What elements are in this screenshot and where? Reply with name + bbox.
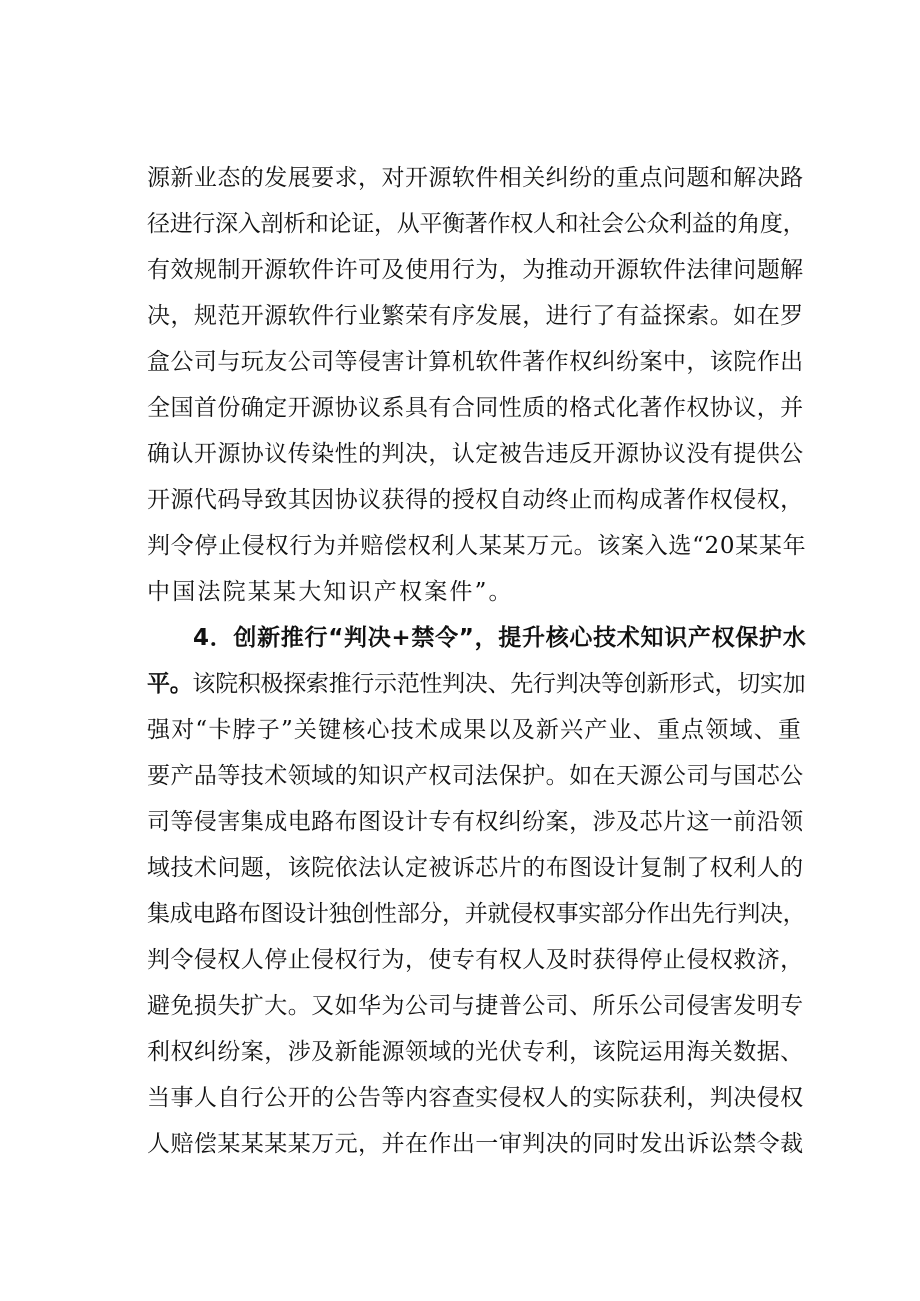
text-line: 避免损失扩大。又如华为公司与捷普公司、所乐公司侵害发明专 xyxy=(147,993,804,1019)
text-line: 径进行深入剖析和论证，从平衡著作权人和社会公众利益的角度， xyxy=(147,211,806,237)
document-body xyxy=(147,155,807,1167)
text-line: 集成电路布图设计独创性部分，并就侵权事实部分作出先行判决， xyxy=(147,901,806,927)
section-heading-end: 平。 xyxy=(147,671,193,697)
text-line: 全国首份确定开源协议系具有合同性质的格式化著作权协议，并 xyxy=(147,395,804,421)
text-line: 盒公司与玩友公司等侵害计算机软件著作权纠纷案中，该院作出 xyxy=(147,349,804,375)
text-line xyxy=(147,661,807,707)
text-line: 当事人自行公开的公告等内容查实侵权人的实际获利，判决侵权 xyxy=(147,1085,804,1111)
text-line: 人赔偿某某某某万元，并在作出一审判决的同时发出诉讼禁令裁 xyxy=(147,1131,804,1157)
text-run: 该院积极探索推行示范性判决、先行判决等创新形式，切实加 xyxy=(192,671,806,697)
section-heading: 4．创新推行“判决+禁令”，提升核心技术知识产权保护水 xyxy=(193,625,807,651)
text-line: 利权纠纷案，涉及新能源领域的光伏专利，该院运用海关数据、 xyxy=(147,1039,804,1065)
text-line: 司等侵害集成电路布图设计专有权纠纷案，涉及芯片这一前沿领 xyxy=(147,809,804,835)
paragraph-open-source xyxy=(147,155,807,615)
text-line: 域技术问题，该院依法认定被诉芯片的布图设计复制了权利人的 xyxy=(147,855,804,881)
text-line: 确认开源协议传染性的判决，认定被告违反开源协议没有提供公 xyxy=(147,441,804,467)
text-line: 强对“卡脖子”关键核心技术成果以及新兴产业、重点领域、重 xyxy=(147,717,803,743)
text-line: 决，规范开源软件行业繁荣有序发展，进行了有益探索。如在罗 xyxy=(147,303,804,329)
text-line: 判令停止侵权行为并赔偿权利人某某万元。该案入选“20某某年 xyxy=(147,533,807,559)
text-line: 中国法院某某大知识产权案件”。 xyxy=(147,579,514,605)
text-line: 要产品等技术领域的知识产权司法保护。如在天源公司与国芯公 xyxy=(147,763,804,789)
text-line: 开源代码导致其因协议获得的授权自动终止而构成著作权侵权， xyxy=(147,487,804,513)
text-line: 有效规制开源软件许可及使用行为，为推动开源软件法律问题解 xyxy=(147,257,804,283)
text-line: 源新业态的发展要求，对开源软件相关纠纷的重点问题和解决路 xyxy=(147,165,804,191)
paragraph-section-4 xyxy=(147,615,807,1167)
text-line: 判令侵权人停止侵权行为，使专有权人及时获得停止侵权救济， xyxy=(147,947,804,973)
